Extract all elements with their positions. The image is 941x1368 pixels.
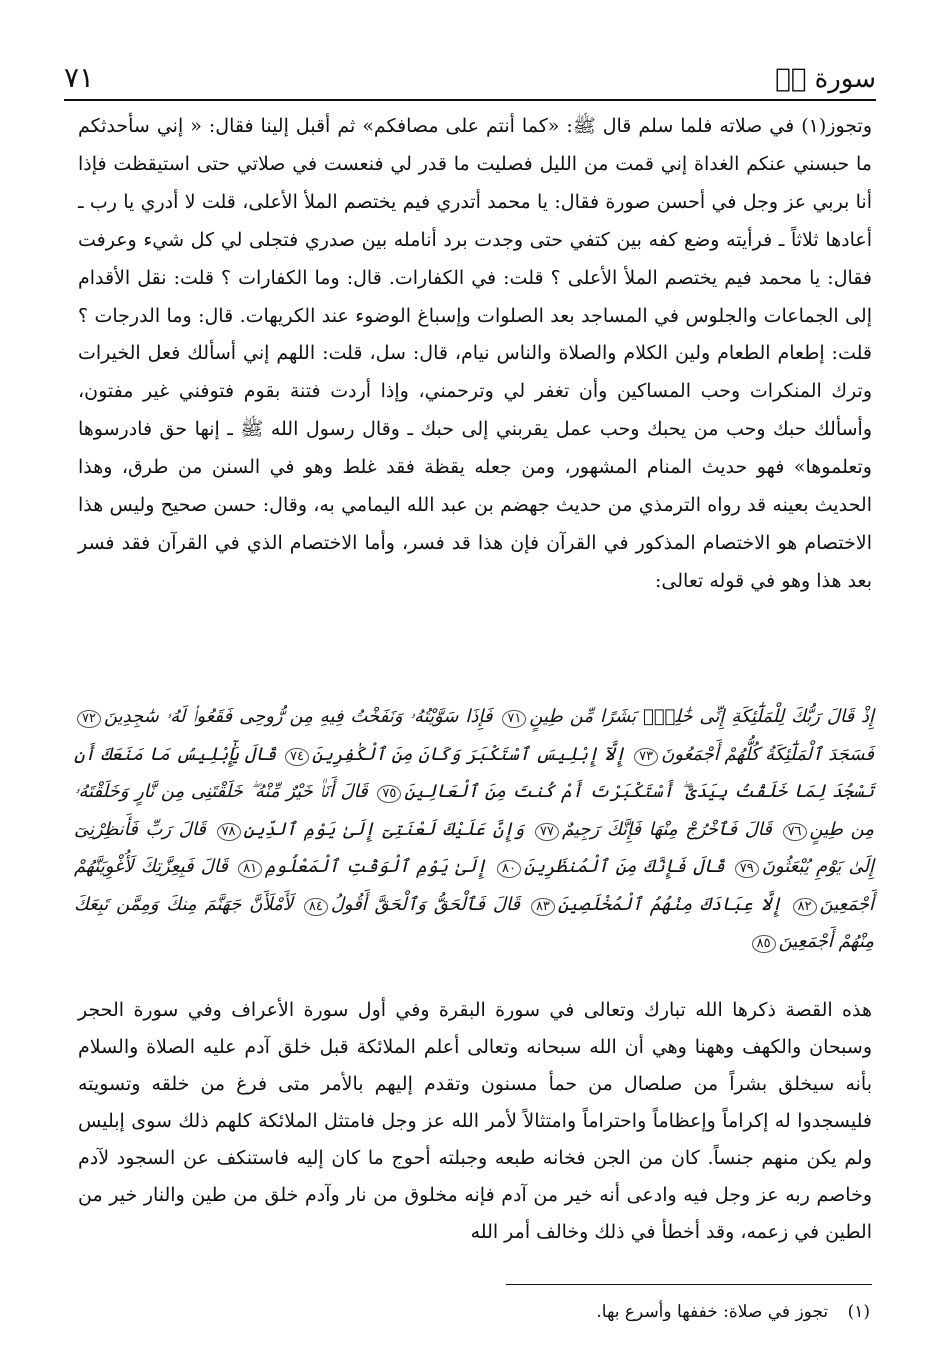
ayah-number-marker: ٧٩ — [735, 860, 759, 878]
quran-verse: إِلَّآ إِبْلِيسَ ٱسْتَكْبَرَ وَكَانَ مِنَ ٱلْكَٰفِرِينَ — [311, 743, 626, 765]
quran-verse: فَإِذَا سَوَّيْتُهُۥ وَنَفَخْتُ فِيهِ مِن رُّوحِى فَقَعُوا۟ لَهُۥ سَٰجِدِينَ — [103, 706, 493, 727]
quran-verse: قَالَ يَٰٓإِبْلِيسُ مَا مَنَعَكَ أَن تَسْجُدَ لِمَا خَلَقْتُ بِيَدَىَّ ۖ أَسْتَكْبَرْتَ أَمْ كُنتَ مِنَ ٱلْعَالِينَ — [74, 743, 874, 802]
quran-verse: إِذْ قَالَ رَبُّكَ لِلْمَلَٰٓئِكَةِ إِنِّى خَٰلِقٌۢ بَشَرًا مِّن طِينٍ — [529, 706, 874, 727]
ayah-number-marker: ٧١ — [502, 710, 526, 728]
footnote-number: (١) — [847, 1302, 870, 1322]
ayah-number-marker: ٨٠ — [497, 860, 521, 878]
footnote-text: تجوز في صلاة: خففها وأسرع بها. — [596, 1302, 829, 1322]
footnote-divider — [506, 1284, 872, 1285]
ayah-number-marker: ٨١ — [238, 860, 262, 878]
quran-verse: قَالَ فَإِنَّكَ مِنَ ٱلْمُنظَرِينَ — [523, 856, 725, 877]
quran-verses-block — [74, 698, 874, 961]
ayah-number-marker: ٨٢ — [793, 898, 817, 916]
ayah-number-marker: ٧٣ — [634, 748, 658, 766]
ayah-number-marker: ٨٤ — [304, 898, 328, 916]
quran-verse: إِلَّا عِبَادَكَ مِنْهُمُ ٱلْمُخْلَصِينَ — [557, 893, 782, 915]
ayah-number-marker: ٧٧ — [535, 823, 559, 841]
quran-verse: فَسَجَدَ ٱلْمَلَٰٓئِكَةُ كُلُّهُمْ أَجْمَعُونَ — [661, 743, 874, 765]
ayah-number-marker: ٧٨ — [217, 823, 241, 841]
quran-verse: قَالَ رَبِّ فَأَنظِرْنِىٓ إِلَىٰ يَوْمِ يُبْعَثُونَ — [74, 818, 875, 877]
quran-verse: وَإِنَّ عَلَيْكَ لَعْنَتِىٓ إِلَىٰ يَوْمِ ٱلدِّينِ — [243, 818, 525, 840]
header-divider — [64, 99, 876, 101]
quran-verse: لَأَمْلَأَنَّ جَهَنَّمَ مِنكَ وَمِمَّن تَبِعَكَ مِنْهُمْ أَجْمَعِينَ — [74, 893, 874, 952]
ayah-number-marker: ٧٦ — [783, 823, 807, 841]
ayah-number-marker: ٨٣ — [531, 898, 555, 916]
quran-verse: قَالَ فَبِعِزَّتِكَ لَأُغْوِيَنَّهُمْ أَجْمَعِينَ — [74, 856, 874, 915]
hadith-paragraph: وتجوز(١) في صلاته فلما سلم قال ﷺ: «كما أنتم على مصافكم» ثم أقبل إلينا فقال: « إني سأحدثكم ما حبسني عنكم الغداة إني قمت من الليل فصليت ما قدر لي فنعست في صلاتي حتى استيقظت فإذا أنا بربي عز وجل في أحسن صورة فقال: يا محمد أتدري فيم يختصم الملأ الأعلى، قلت لا أدري يا رب ـ أعادها ثلاثاً ـ فرأيته وضع كفه بين كتفي حتى وجدت برد أنامله بين صدري فتجلى لي كل شيء وعرفت فقال: يا محمد فيم يختصم الملأ الأعلى ؟ قلت: في الكفارات. قال: وما الكفارات ؟ قلت: نقل الأقدام إلى الجماعات والجلوس في المساجد بعد الصلوات وإسباغ الوضوء عند الكريهات. قال: وما الدرجات ؟ قلت: إطعام الطعام ولين الكلام والصلاة والناس نيام، قال: سل، قلت: اللهم إني أسألك فعل الخيرات وترك المنكرات وحب المساكين وأن تغفر لي وترحمني، وإذا أردت فتنة بقوم فتوفني غير مفتون، وأسألك حبك وحب من يحبك وحب عمل يقربني إلى حبك ـ وقال رسول الله ﷺ ـ إنها حق فادرسوها وتعلموها» فهو حديث المنام المشهور، ومن جعله يقظة فقد غلط وهو في السنن من طرق، وهذا الحديث بعينه قد رواه الترمذي من حديث جهضم بن عبد الله اليمامي به، وقال: حسن صحيح وليس هذا الاختصام هو الاختصام المذكور في القرآن فإن هذا قد فسر، وأما الاختصام الذي في القرآن فقد فسر بعد هذا وهو في قوله تعالى: — [78, 115, 872, 592]
page-header — [64, 52, 876, 94]
quran-verse: قَالَ فَٱلْحَقُّ وَٱلْحَقَّ أَقُولُ — [330, 893, 521, 915]
quran-verse: قَالَ فَٱخْرُجْ مِنْهَا فَإِنَّكَ رَجِيمٌ — [561, 818, 772, 840]
footnote — [300, 1302, 870, 1322]
ayah-number-marker: ٧٢ — [77, 710, 101, 728]
commentary-paragraph: هذه القصة ذكرها الله تبارك وتعالى في سورة البقرة وفي أول سورة الأعراف وفي سورة الحجر وسبحان والكهف وههنا وهي أن الله سبحانه وتعالى أعلم الملائكة قبل خلق آدم عليه الصلاة والسلام بأنه سيخلق بشراً من صلصال من حمأ مسنون وتقدم إليهم بالأمر متى فرغ من خلقه وتسويته فليسجدوا له إكراماً وإعظاماً واحتراماً وامتثالاً لأمر الله عز وجل فامتثل الملائكة كلهم ذلك سوى إبليس ولم يكن منهم جنساً. كان من الجن فخانه طبعه وجبلته أحوج ما كان إليه فاستنكف عن السجود لآدم وخاصم ربه عز وجل فيه وادعى أنه خير من آدم فإنه مخلوق من نار وآدم خلق من طين والنار خير من الطين في زعمه، وقد أخطأ في ذلك وخالف أمر الله — [78, 999, 872, 1243]
quran-verse: إِلَىٰ يَوْمِ ٱلْوَقْتِ ٱلْمَعْلُومِ — [265, 856, 487, 877]
quran-verse: قَالَ أَنَا۠ خَيْرٌ مِّنْهُ ۖ خَلَقْتَنِى مِن نَّارٍ وَخَلَقْتَهُۥ مِن طِينٍ — [74, 781, 874, 840]
ayah-number-marker: ٨٥ — [752, 935, 776, 953]
surah-title: سورة صۤ — [775, 64, 876, 94]
ayah-number-marker: ٧٥ — [377, 785, 401, 803]
page-number: ٧١ — [64, 61, 95, 94]
ayah-number-marker: ٧٤ — [285, 748, 309, 766]
